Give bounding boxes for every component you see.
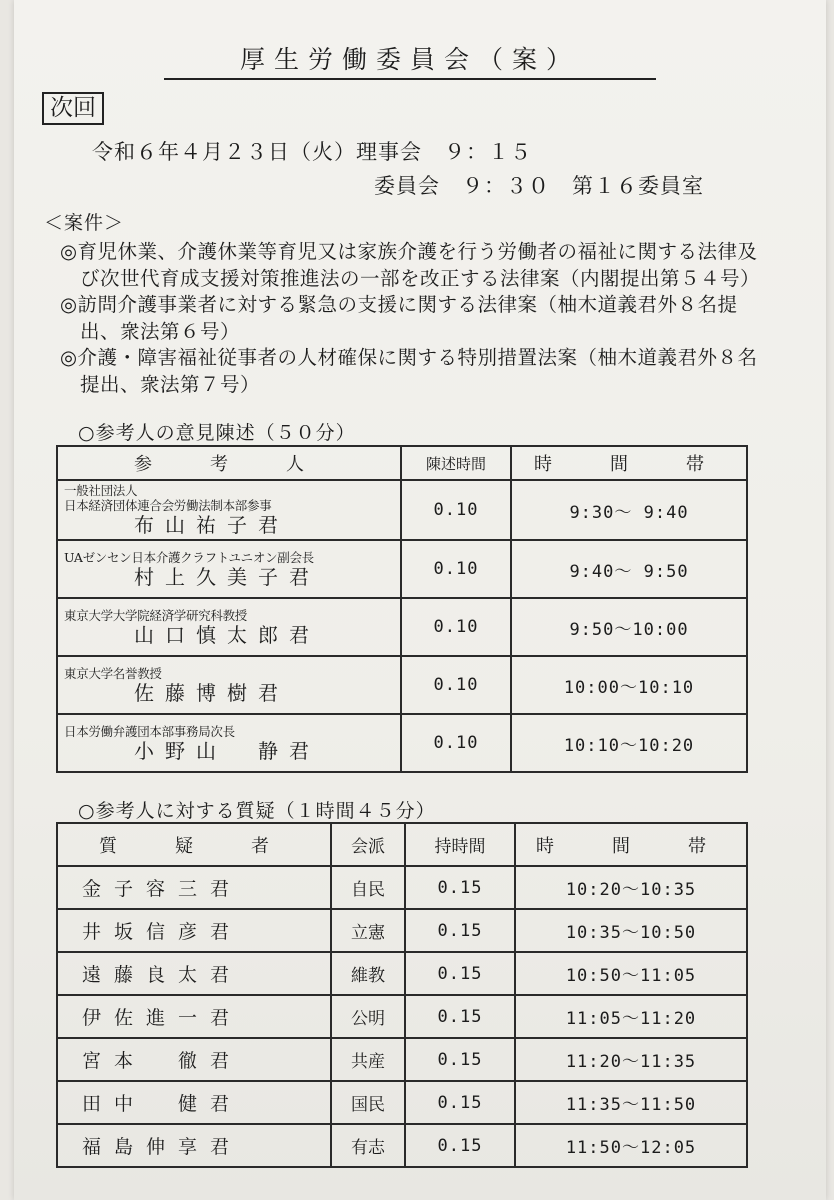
party-cell: 公明: [331, 995, 405, 1038]
agenda-item: ◎訪問介護事業者に対する緊急の支援に関する法律案（柚木道義君外８名提出、衆法第６号）: [60, 293, 738, 343]
table-row: [57, 909, 747, 952]
time-cell: 10:50～11:05: [515, 952, 747, 995]
agenda-item: ◎介護・障害福祉従事者の人材確保に関する特別措置法案（柚木道義君外８名提出、衆法第７号）: [60, 346, 758, 396]
time-cell: 9:30～ 9:40: [511, 480, 747, 540]
table-row: [57, 656, 747, 714]
time-cell: 9:50～10:00: [511, 598, 747, 656]
speaker-name: 布山祐子君: [134, 513, 289, 537]
time-cell: 10:00～10:10: [511, 656, 747, 714]
table-header: 会派: [331, 823, 405, 866]
time-cell: 11:20～11:35: [515, 1038, 747, 1081]
speaker-name: 小野山 静君: [134, 738, 320, 763]
table-header: 参 考 人: [57, 446, 401, 480]
date-line: 令和６年４月２３日（火）理事会 ９：１５: [92, 140, 532, 164]
table-header: 質 疑 者: [57, 823, 331, 866]
duration-cell: 0.15: [405, 1081, 515, 1124]
questioner-name: 福島伸享君: [57, 1124, 331, 1167]
duration-cell: 0.15: [405, 1038, 515, 1081]
table-row: [57, 1038, 747, 1081]
table-row: [57, 714, 747, 772]
question-table: [56, 822, 748, 1168]
document-page: [14, 0, 826, 1200]
party-cell: 共産: [331, 1038, 405, 1081]
duration-cell: 0.10: [401, 480, 511, 540]
questioner-name: 井坂信彦君: [57, 909, 331, 952]
table-row: [57, 995, 747, 1038]
table-header: 時 間 帯: [511, 446, 747, 480]
opinion-table: [56, 445, 748, 773]
questioner-name: 金子容三君: [57, 866, 331, 909]
time-cell: 10:35～10:50: [515, 909, 747, 952]
table-row: [57, 540, 747, 598]
table-header: 陳述時間: [401, 446, 511, 480]
questioner-name: 遠藤良太君: [57, 952, 331, 995]
table-header: 持時間: [405, 823, 515, 866]
table-row: [57, 598, 747, 656]
speaker-org: 日本労働弁護団本部事務局次長: [64, 723, 235, 739]
duration-cell: 0.10: [401, 540, 511, 598]
speaker-name: 山口慎太郎君: [134, 622, 320, 647]
duration-cell: 0.10: [401, 598, 511, 656]
document-title: 厚生労働委員会（案）: [164, 40, 656, 80]
next-session-label: 次回: [42, 92, 104, 125]
table-row: [57, 866, 747, 909]
duration-cell: 0.10: [401, 656, 511, 714]
table-row: [57, 952, 747, 995]
speaker-org: UAゼンセン日本介護クラフトユニオン副会長: [64, 549, 314, 565]
speaker-name: 佐藤博樹君: [134, 680, 289, 705]
time-cell: 10:20～10:35: [515, 866, 747, 909]
questioner-name: 田中 健君: [57, 1081, 331, 1124]
question-heading: ○参考人に対する質疑（１時間４５分）: [78, 800, 436, 822]
time-cell: 11:05～11:20: [515, 995, 747, 1038]
time-cell: 9:40～ 9:50: [511, 540, 747, 598]
committee-line: 委員会 ９：３０ 第１６委員室: [374, 174, 704, 198]
duration-cell: 0.10: [401, 714, 511, 772]
agenda-list: [60, 239, 760, 398]
speaker-org: 東京大学大学院経済学研究科教授: [64, 607, 248, 623]
duration-cell: 0.15: [405, 995, 515, 1038]
speaker-name: 村上久美子君: [134, 564, 320, 589]
duration-cell: 0.15: [405, 1124, 515, 1167]
party-cell: 維教: [331, 952, 405, 995]
opinion-heading: ○参考人の意見陳述（５０分）: [78, 422, 356, 444]
agenda-label: ＜案件＞: [44, 212, 125, 234]
speaker-org: 一般社団法人: [64, 483, 138, 498]
party-cell: 国民: [331, 1081, 405, 1124]
table-row: [57, 1081, 747, 1124]
party-cell: 有志: [331, 1124, 405, 1167]
duration-cell: 0.15: [405, 952, 515, 995]
table-header: 時 間 帯: [515, 823, 747, 866]
table-row: [57, 1124, 747, 1167]
speaker-org: 東京大学名誉教授: [64, 665, 162, 681]
speaker-org: 日本経済団体連合会労働法制本部参事: [64, 498, 272, 513]
duration-cell: 0.15: [405, 866, 515, 909]
time-cell: 11:50～12:05: [515, 1124, 747, 1167]
party-cell: 自民: [331, 866, 405, 909]
questioner-name: 伊佐進一君: [57, 995, 331, 1038]
duration-cell: 0.15: [405, 909, 515, 952]
table-row: [57, 480, 747, 540]
party-cell: 立憲: [331, 909, 405, 952]
time-cell: 10:10～10:20: [511, 714, 747, 772]
agenda-item: ◎育児休業、介護休業等育児又は家族介護を行う労働者の福祉に関する法律及び次世代育成支援対策推進法の一部を改正する法律案（内閣提出第５４号）: [60, 240, 761, 290]
time-cell: 11:35～11:50: [515, 1081, 747, 1124]
questioner-name: 宮本 徹君: [57, 1038, 331, 1081]
